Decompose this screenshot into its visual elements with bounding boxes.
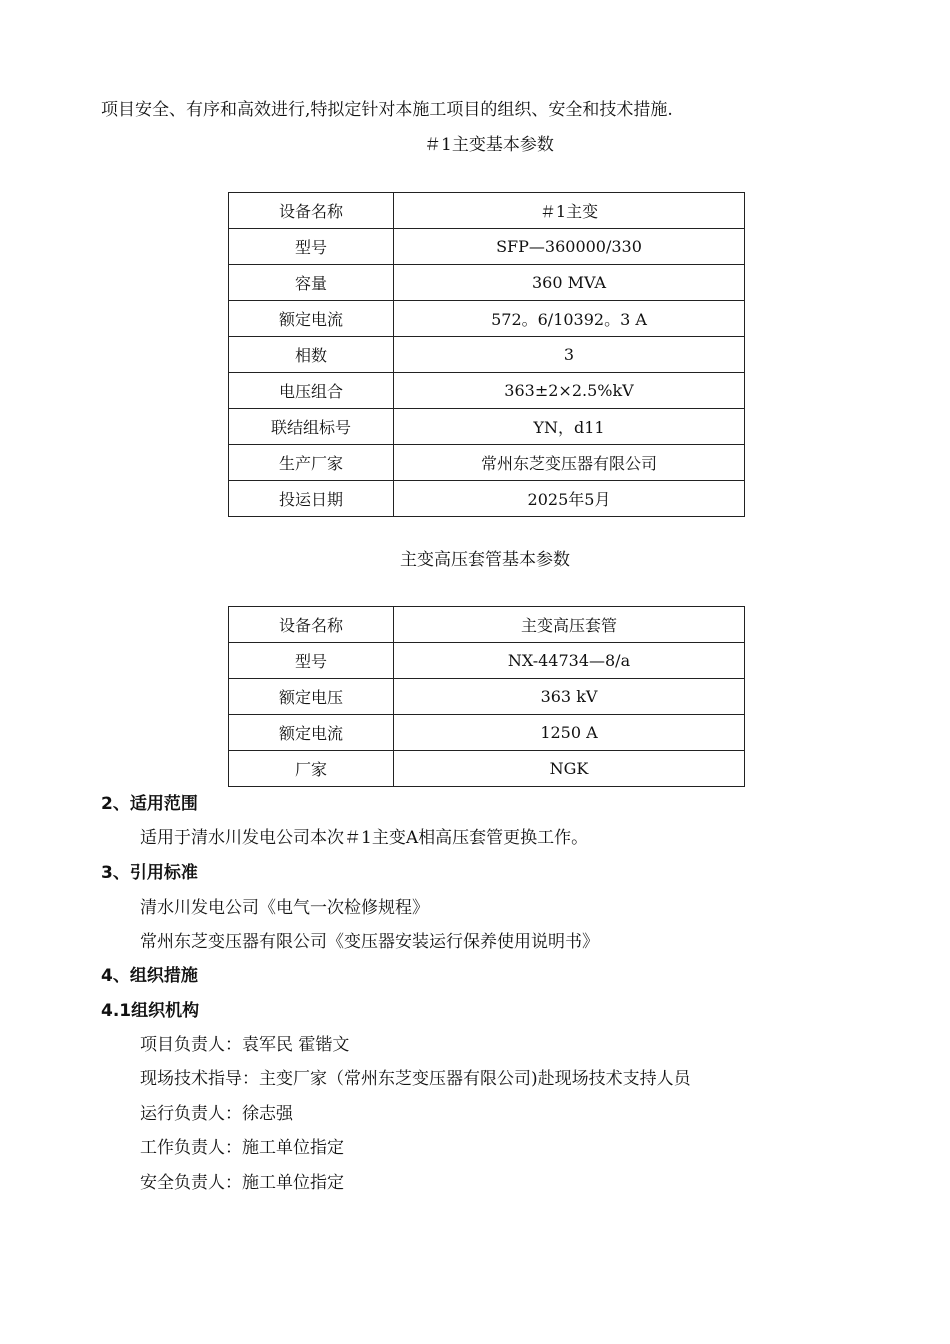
table-cell-value: YN，d11	[394, 409, 745, 445]
table-row	[229, 409, 745, 445]
section-heading-scope: 2、适用范围	[101, 794, 198, 814]
table-row	[229, 445, 745, 481]
table-cell-value: 572。6/10392。3 A	[394, 301, 745, 337]
table-cell-label: 额定电压	[229, 679, 394, 715]
table-row	[229, 229, 745, 265]
table-row	[229, 643, 745, 679]
table-row	[229, 715, 745, 751]
table-cell-value: NX-44734—8/a	[394, 643, 745, 679]
table1-caption: ＃1主变基本参数	[424, 135, 554, 155]
bushing-params-table	[228, 606, 745, 787]
table-cell-label: 生产厂家	[229, 445, 394, 481]
table-row	[229, 607, 745, 643]
table-cell-label: 电压组合	[229, 373, 394, 409]
table-cell-value: 2025年5月	[394, 481, 745, 517]
table-cell-label: 容量	[229, 265, 394, 301]
section-heading-organization: 4、组织措施	[101, 966, 198, 986]
transformer-params-table	[228, 192, 745, 517]
table-row	[229, 301, 745, 337]
standard-item: 常州东芝变压器有限公司《变压器安装运行保养使用说明书》	[140, 932, 599, 952]
table-cell-label: 型号	[229, 643, 394, 679]
table-cell-value: ＃1主变	[394, 193, 745, 229]
section-heading-standards: 3、引用标准	[101, 863, 198, 883]
table-cell-label: 厂家	[229, 751, 394, 787]
table-cell-label: 联结组标号	[229, 409, 394, 445]
table-row	[229, 193, 745, 229]
table-cell-label: 额定电流	[229, 715, 394, 751]
table-row	[229, 373, 745, 409]
standard-item: 清水川发电公司《电气一次检修规程》	[140, 898, 429, 918]
table-row	[229, 751, 745, 787]
table-cell-label: 型号	[229, 229, 394, 265]
table2-caption: 主变高压套管基本参数	[400, 550, 570, 570]
table-cell-label: 额定电流	[229, 301, 394, 337]
scope-paragraph: 适用于清水川发电公司本次＃1主变A相高压套管更换工作。	[140, 828, 589, 848]
table-cell-value: 1250 A	[394, 715, 745, 751]
table-cell-label: 相数	[229, 337, 394, 373]
table-cell-value: 常州东芝变压器有限公司	[394, 445, 745, 481]
org-line: 运行负责人：徐志强	[140, 1104, 293, 1124]
table-row	[229, 265, 745, 301]
table-row	[229, 337, 745, 373]
table-cell-value: 363 kV	[394, 679, 745, 715]
table-cell-label: 设备名称	[229, 607, 394, 643]
table-row	[229, 679, 745, 715]
table-cell-value: SFP—360000/330	[394, 229, 745, 265]
table-cell-value: 360 MVA	[394, 265, 745, 301]
table-cell-value: 3	[394, 337, 745, 373]
subsection-heading-structure: 4.1组织机构	[101, 1001, 200, 1021]
org-line: 项目负责人：袁军民 霍锴文	[140, 1035, 350, 1055]
intro-paragraph: 项目安全、有序和高效进行,特拟定针对本施工项目的组织、安全和技术措施.	[101, 100, 673, 120]
table-cell-label: 投运日期	[229, 481, 394, 517]
table-cell-label: 设备名称	[229, 193, 394, 229]
table-cell-value: 363±2×2.5%kV	[394, 373, 745, 409]
table-cell-value: NGK	[394, 751, 745, 787]
org-line: 安全负责人：施工单位指定	[140, 1173, 344, 1193]
table-cell-value: 主变高压套管	[394, 607, 745, 643]
org-line: 现场技术指导：主变厂家（常州东芝变压器有限公司)赴现场技术支持人员	[140, 1069, 691, 1089]
table-row	[229, 481, 745, 517]
org-line: 工作负责人：施工单位指定	[140, 1138, 344, 1158]
